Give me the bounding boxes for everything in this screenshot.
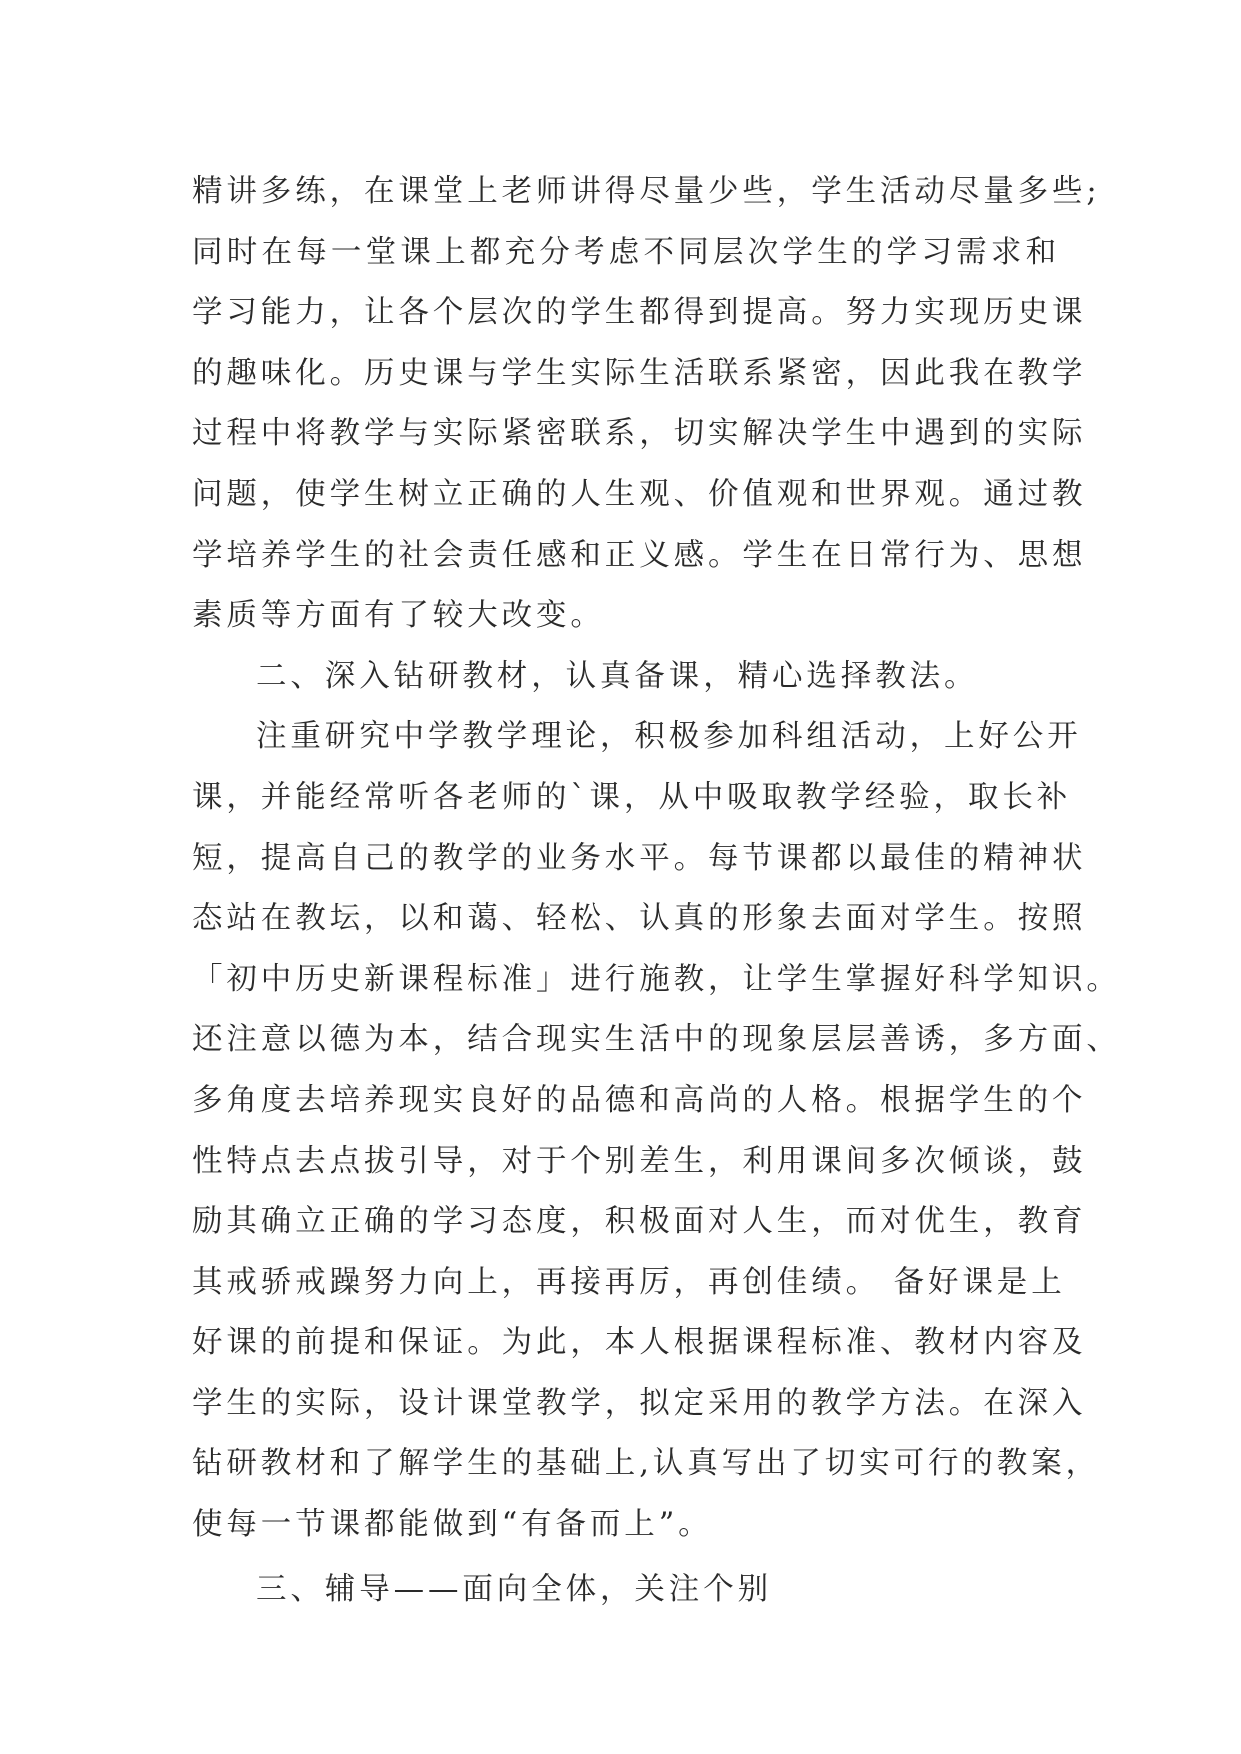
section-heading: 三、辅导——面向全体，关注个别 (256, 1571, 772, 1607)
text-line: 钻研教材和了解学生的基础上,认真写出了切实可行的教案， (192, 1446, 1100, 1482)
text-line: 的趣味化。历史课与学生实际生活联系紧密，因此我在教学 (192, 355, 1087, 391)
text-line: 多角度去培养现实良好的品德和高尚的人格。根据学生的个 (192, 1082, 1087, 1118)
text-line: 问题，使学生树立正确的人生观、价值观和世界观。通过教 (192, 476, 1087, 512)
body-text (192, 162, 1121, 1620)
text-line: 精讲多练，在课堂上老师讲得尽量少些，学生活动尽量多些; (192, 174, 1101, 209)
text-line: 还注意以德为本，结合现实生活中的现象层层善诱，多方面、 (192, 1022, 1121, 1058)
text-line: 学生的实际，设计课堂教学，拟定采用的教学方法。在深入 (192, 1385, 1087, 1421)
text-line: 其戒骄戒躁努力向上，再接再厉，再创佳绩。 备好课是上 (192, 1264, 1066, 1300)
text-line: 注重研究中学教学理论，积极参加科组活动，上好公开 (256, 719, 1082, 755)
text-line: 好课的前提和保证。为此，本人根据课程标准、教材内容及 (192, 1325, 1087, 1361)
text-line: 过程中将教学与实际紧密联系，切实解决学生中遇到的实际 (192, 416, 1087, 452)
text-line: 使每一节课都能做到“有备而上”。 (192, 1507, 713, 1543)
text-line: 性特点去点拔引导，对于个别差生，利用课间多次倾谈，鼓 (192, 1143, 1087, 1179)
text-line: 学习能力，让各个层次的学生都得到提高。努力实现历史课 (192, 295, 1087, 331)
text-line: 短，提高自己的教学的业务水平。每节课都以最佳的精神状 (192, 840, 1087, 876)
text-line: 「初中历史新课程标准」进行施教，让学生掌握好科学知识。 (192, 961, 1121, 997)
text-line: 素质等方面有了较大改变。 (192, 598, 605, 634)
text-line: 态站在教坛，以和蔼、轻松、认真的形象去面对学生。按照 (192, 901, 1087, 937)
text-line: 课，并能经常听各老师的`课，从中吸取教学经验，取长补 (192, 779, 1072, 815)
section-heading: 二、深入钻研教材，认真备课，精心选择教法。 (256, 658, 979, 694)
text-line: 学培养学生的社会责任感和正义感。学生在日常行为、思想 (192, 537, 1087, 573)
text-line: 励其确立正确的学习态度，积极面对人生，而对优生，教育 (192, 1204, 1087, 1240)
text-line: 同时在每一堂课上都充分考虑不同层次学生的学习需求和 (192, 234, 1060, 270)
